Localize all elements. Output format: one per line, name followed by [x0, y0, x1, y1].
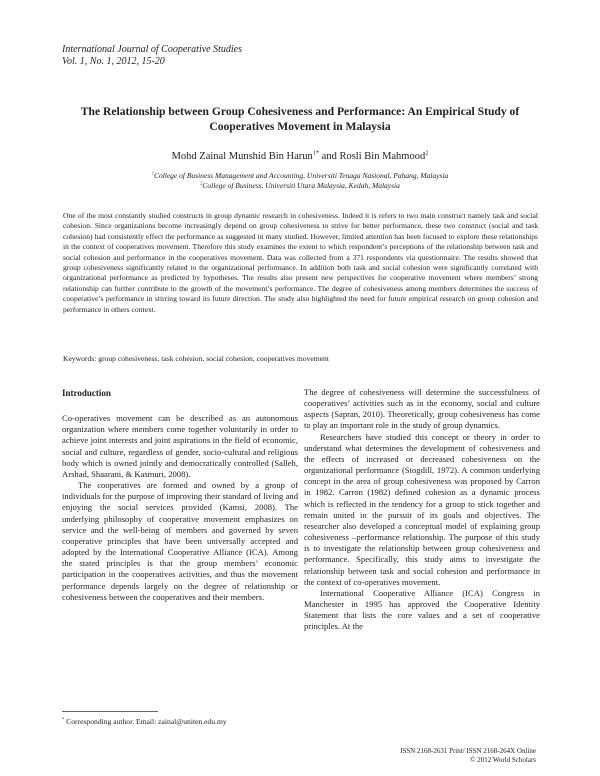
affiliation-2 — [60, 181, 540, 191]
abstract: One of the most constantly studied constructs in group dynamic research in cohesiveness. Indeed it is refers to two main construct namely task and social cohesion. Since organizations become increasingly depend on group cohesiveness to strive for better performance, these two construct (social and task cohesion) had consistently effect the performance as suggested in many studied. However, limited attention has been focused to explore these relationships in the context of cooperatives movement. Therefore this study examines the extent to which respondent’s perceptions of the relationship between task and social cohesion and performance in the cooperatives movement. Data was collected from a 371 respondents via questionnaire. The results showed that group cohesiveness significantly related to the organizational performance. In addition both task and social cohesion were significantly correlated with organizational performance as predicted by hypotheses. The results also present new perspectives for cooperative movement where members’ strong relationship can further contribute to the growth of the movement’s performance. The degree of cohesiveness among members determines the success of cooperative’s performance in stirring toward its future direction. The study also highlighted the need for future empirical research on group cohesion and performance in others context. — [63, 211, 538, 314]
left-column — [62, 388, 298, 603]
journal-issue: Vol. 1, No. 1, 2012, 15-20 — [62, 56, 165, 67]
paper-title: The Relationship between Group Cohesiveness and Performance: An Empirical Study of Cooperatives Movement in Malaysia — [80, 105, 520, 133]
author-2-name: Rosli Bin Mahmood — [339, 151, 426, 162]
issn-line: ISSN 2168-2631 Print/ ISSN 2168-264X Online — [400, 747, 536, 755]
journal-header — [62, 44, 242, 68]
affiliation-2-mark: 2 — [200, 180, 203, 186]
section-heading-introduction: Introduction — [62, 388, 111, 398]
right-paragraph-1: The degree of cohesiveness will determine the successfulness of cooperatives’ activities such as in the economy, social and culture aspects (Sapran, 2010). Theoretically, group cohesiveness has come to play an important role in the study of group dynamics. — [304, 387, 540, 431]
right-paragraph-3: International Cooperative Alliance (ICA) Congress in Manchester in 1995 has approved the Cooperative Identity Statement that lists the core values and a set of cooperative principles. At the — [304, 587, 540, 632]
author-1-mark: 1* — [312, 149, 320, 157]
author-line — [60, 151, 540, 162]
footnote-mark: * — [62, 716, 65, 722]
affiliation-1 — [60, 171, 540, 181]
author-1-name: Mohd Zainal Munshid Bin Harun — [171, 151, 313, 162]
left-paragraph-1: Co-operatives movement can be described as an autonomous organization where members come together voluntarily in order to achieve joint interests and joint aspirations in the field of economic, social and culture, regardless of gender, socio-cultural and religious body which is owned jointly and democratically controlled (Salleh, Arshad, Shaarani, & Kasmuri, 2008). — [62, 413, 298, 479]
affiliations — [60, 171, 540, 191]
copyright-line: © 2012 World Scholars — [470, 756, 536, 764]
right-paragraph-2: Researchers have studied this concept or theory in order to understand what determines the development of cohesiveness and the effects of increased or decreased cohesiveness on the organizational performance (Stogdill, 1972). A common underlying concept in the area of group cohesiveness was proposed by Carron in 1982. Carron (1982) defined cohesion as a dynamic process which is reflected in the tendency for a group to stick together and remain united in the pursuit of its goals and objectives. The researcher also developed a conceptual model of explaining group cohesiveness –performance relationship. The purpose of this study is to investigate the relationship between group cohesiveness and performance. Specifically, this study aims to investigate the relationship between task and social cohesion and performance in the context of co-operatives movement. — [304, 431, 540, 587]
affiliation-2-text: College of Business, Universiti Utara Malaysia, Kedah, Malaysia — [202, 181, 400, 190]
author-2-mark: 2 — [425, 149, 429, 157]
affiliation-1-text: College of Business Management and Accounting, Universiti Tenaga Nasional, Pahang, Malaysia — [153, 171, 449, 180]
left-paragraph-2: The cooperatives are formed and owned by a group of individuals for the purpose of improving their standard of living and enjoying the social services provided (Kamsi, 2008). The underlying philosophy of cooperative movement emphasizes on service and the well-being of members and governed by seven cooperative principles that have been universally accepted and adopted by the International Cooperative Alliance (ICA). Among the stated principles is that the group members’ economic participation in the cooperatives activities, and thus the movement performance depends largely on the degree of relationship or cohesiveness between the cooperatives and their members. — [62, 480, 298, 602]
journal-name: International Journal of Cooperative Studies — [62, 44, 242, 55]
issn-block — [400, 747, 536, 765]
keywords: Keywords: group cohesiveness, task cohesion, social cohesion, cooperatives movement — [63, 354, 329, 363]
author-connector: and — [319, 151, 340, 162]
footnote-text: Corresponding author. Email: zainal@uniten.edu.my — [64, 717, 227, 726]
footnote-divider — [62, 711, 158, 712]
right-column — [304, 387, 540, 632]
footnote — [62, 717, 227, 726]
affiliation-1-mark: 1 — [151, 170, 154, 176]
